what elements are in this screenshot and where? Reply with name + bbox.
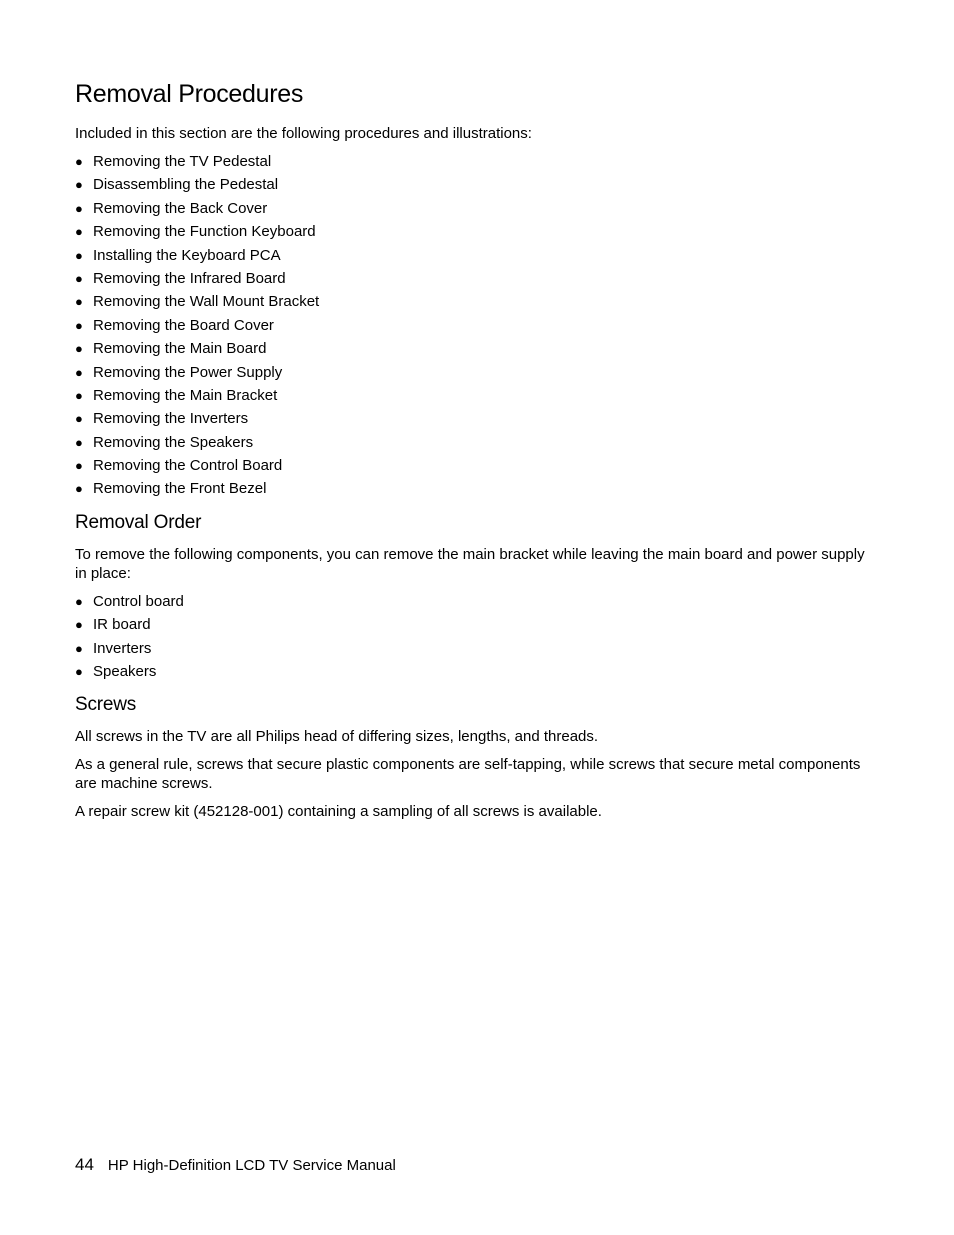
list-item: ● Removing the Control Board [75, 454, 319, 477]
list-item: ● Disassembling the Pedestal [75, 173, 319, 196]
list-item: ● Inverters [75, 637, 184, 660]
bullet-icon: ● [75, 617, 83, 633]
bullet-icon: ● [75, 411, 83, 427]
list-item: ● Removing the Inverters [75, 407, 319, 430]
list-item: ● Control board [75, 590, 184, 613]
bullet-icon: ● [75, 594, 83, 609]
bullet-icon: ● [75, 458, 83, 474]
bullet-icon: ● [75, 434, 83, 450]
screws-heading: Screws [75, 694, 137, 715]
removal-order-heading: Removal Order [75, 512, 202, 533]
list-item: ● Removing the Main Bracket [75, 384, 319, 407]
bullet-icon: ● [75, 317, 83, 333]
removal-order-paragraph: To remove the following components, you can remove the main bracket while leaving the main board and power supply in place: [75, 546, 865, 582]
bullet-icon: ● [75, 364, 83, 380]
list-item: ● Removing the Speakers [75, 431, 319, 454]
page-footer [75, 1155, 396, 1175]
list-item: ● Removing the Wall Mount Bracket [75, 290, 319, 313]
list-item: ● Removing the Power Supply [75, 361, 319, 384]
list-item: ● Removing the Back Cover [75, 197, 319, 220]
page-number: 44 [75, 1155, 94, 1174]
page-title: Removal Procedures [75, 80, 304, 108]
bullet-icon: ● [75, 664, 83, 680]
list-item: ● Removing the Front Bezel [75, 477, 319, 500]
bullet-icon: ● [75, 247, 83, 263]
bullet-icon: ● [75, 387, 83, 403]
procedures-list [75, 150, 319, 501]
screws-paragraph-1: All screws in the TV are all Philips head of differing sizes, lengths, and threads. [75, 728, 599, 745]
bullet-icon: ● [75, 177, 83, 193]
list-item: ● Removing the TV Pedestal [75, 150, 319, 173]
list-item: ● Removing the Board Cover [75, 314, 319, 337]
manual-title: HP High-Definition LCD TV Service Manual [107, 1157, 396, 1174]
bullet-icon: ● [75, 224, 83, 240]
bullet-icon: ● [75, 341, 83, 357]
list-item: ● IR board [75, 613, 184, 636]
screws-paragraph-3: A repair screw kit (452128-001) containing a sampling of all screws is available. [75, 803, 602, 820]
bullet-icon: ● [75, 200, 83, 216]
bullet-icon: ● [75, 481, 83, 497]
bullet-icon: ● [75, 294, 83, 310]
bullet-icon: ● [75, 270, 83, 286]
bullet-icon: ● [75, 154, 83, 169]
list-item: ● Removing the Function Keyboard [75, 220, 319, 243]
bullet-icon: ● [75, 640, 83, 656]
list-item: ● Speakers [75, 660, 184, 683]
intro-paragraph: Included in this section are the following procedures and illustrations: [75, 125, 532, 142]
list-item: ● Removing the Infrared Board [75, 267, 319, 290]
screws-paragraph-2: As a general rule, screws that secure plastic components are self-tapping, while screws that secure metal components are machine screws. [75, 756, 861, 792]
list-item: ● Installing the Keyboard PCA [75, 244, 319, 267]
removal-order-list [75, 590, 184, 684]
list-item: ● Removing the Main Board [75, 337, 319, 360]
